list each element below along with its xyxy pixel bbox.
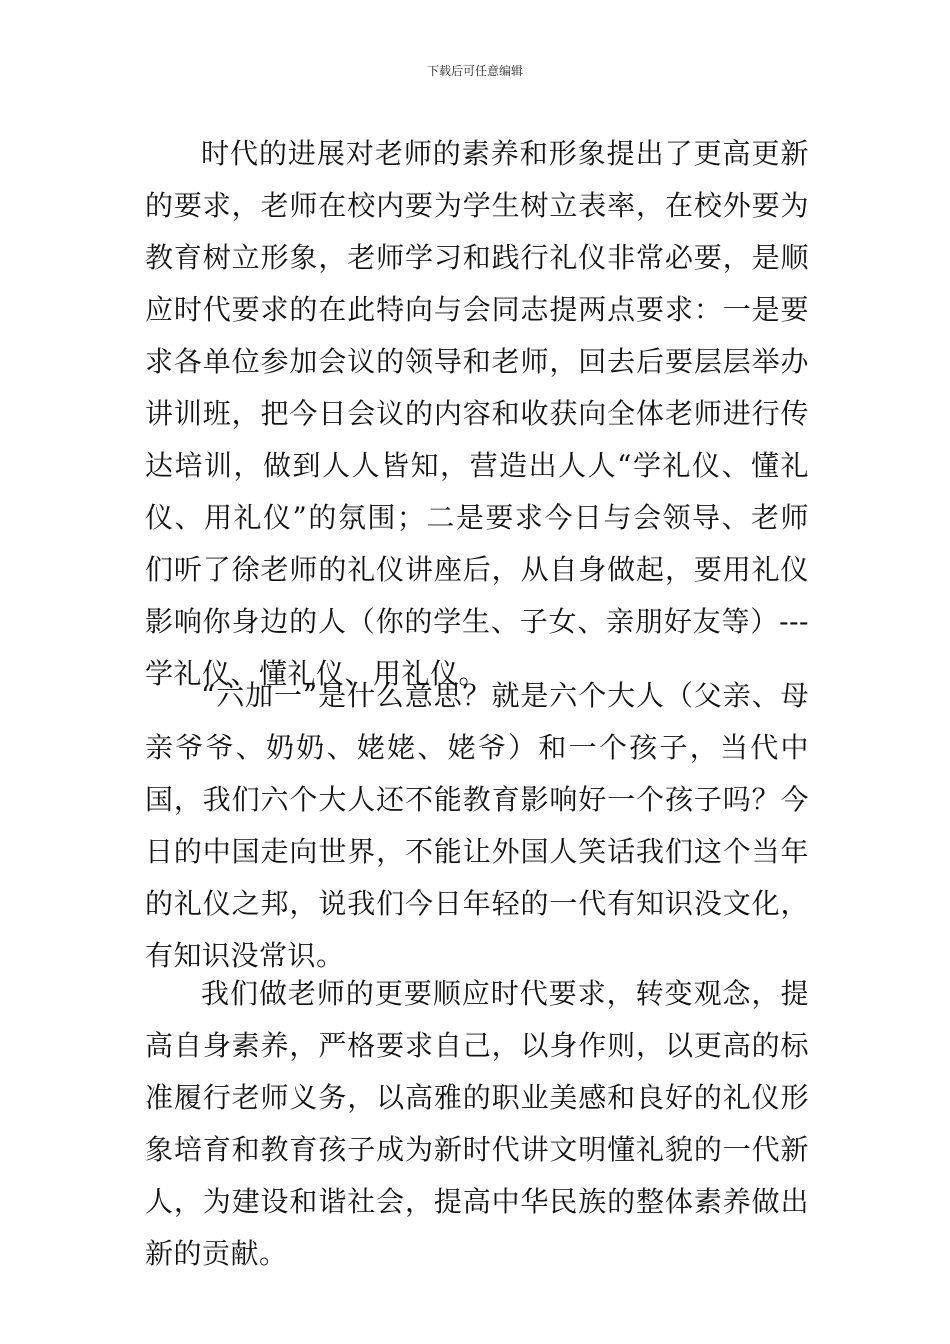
paragraph-3: 我们做老师的更要顺应时代要求，转变观念，提高自身素养，严格要求自己，以身作则，以更高的标准履行老师义务，以高雅的职业美感和良好的礼仪形象培育和教育孩子成为新时代讲文明懂礼貌的一代新人，为建设和谐社会，提高中华民族的整体素养做出新的贡献。	[145, 977, 809, 1270]
paragraph-block-3	[145, 968, 809, 1280]
paragraph-block-1	[145, 128, 809, 700]
page-header: 下载后可任意编辑	[426, 64, 523, 78]
paragraph-1: 时代的进展对老师的素养和形象提出了更高更新的要求，老师在校内要为学生树立表率，在校外要为教育树立形象，老师学习和践行礼仪非常必要，是顺应时代要求的在此特向与会同志提两点要求：一是要求各单位参加会议的领导和老师，回去后要层层举办讲训班，把今日会议的内容和收获向全体老师进行传达培训，做到人人皆知，营造出人人“学礼仪、懂礼仪、用礼仪”的氛围；二是要求今日与会领导、老师们听了徐老师的礼仪讲座后，从自身做起，要用礼仪影响你身边的人（你的学生、子女、亲朋好友等）---学礼仪、懂礼仪、用礼仪。	[145, 137, 809, 690]
paragraph-block-2	[145, 670, 809, 982]
paragraph-2: “六加一”是什么意思？就是六个大人（父亲、母亲爷爷、奶奶、姥姥、姥爷）和一个孩子，当代中国，我们六个大人还不能教育影响好一个孩子吗？今日的中国走向世界，不能让外国人笑话我们这个当年的礼仪之邦，说我们今日年轻的一代有知识没文化，有知识没常识。	[145, 679, 809, 972]
